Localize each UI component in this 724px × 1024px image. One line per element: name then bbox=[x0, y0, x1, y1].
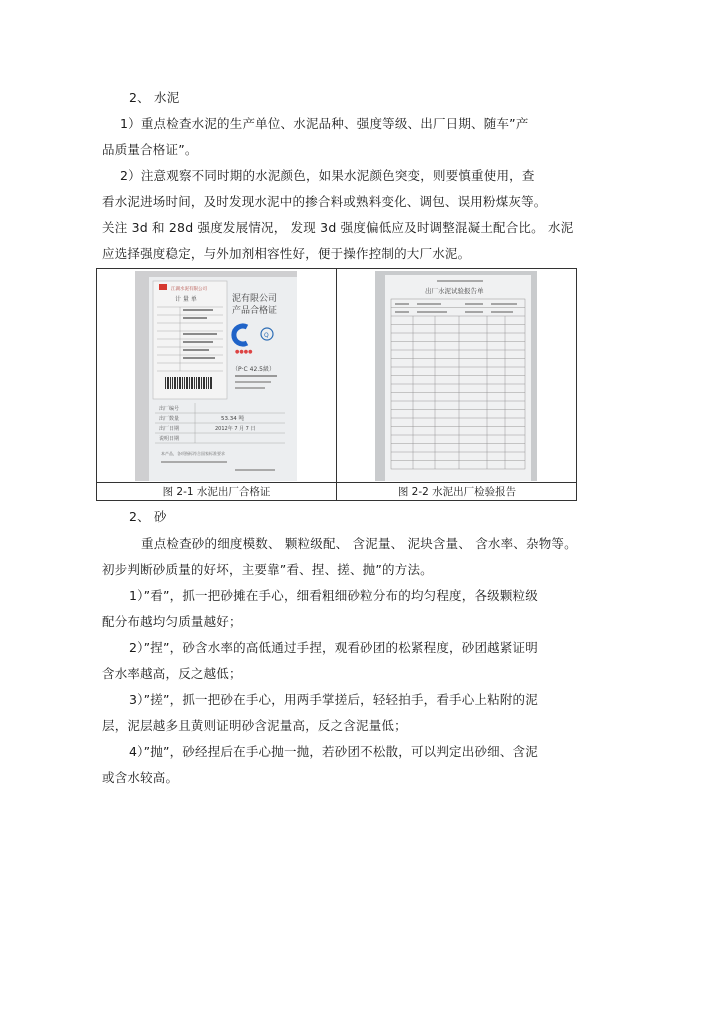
figure-1-caption: 图 2-1 水泥出厂合格证 bbox=[162, 486, 271, 498]
field-date-label: 出厂日期 bbox=[159, 426, 180, 432]
cement-item2-line2: 看水泥进场时间，及时发现水泥中的掺合料或熟料变化、调包、误用粉煤灰等。 bbox=[102, 194, 547, 209]
field-serial-label: 出厂编号 bbox=[159, 406, 180, 412]
field-note-label: 说明日期 bbox=[159, 436, 180, 442]
sand-method2-line1: 2）”捏”，砂含水率的高低通过手捏，观看砂团的松紧程度，砂团越紧证明 bbox=[129, 640, 538, 655]
cement-certificate-photo bbox=[135, 271, 297, 481]
field-quantity-value: 53.34 吨 bbox=[221, 416, 244, 422]
cement-item2-line4: 应选择强度稳定，与外加剂相容性好，便于操作控制的大厂水泥。 bbox=[102, 246, 471, 261]
sand-method3-line1: 3）”搓”，抓一把砂在手心，用两手掌搓后，轻轻拍手，看手心上粘附的泥 bbox=[129, 692, 538, 707]
sand-method2-line2: 含水率越高，反之越低； bbox=[102, 666, 242, 681]
figure-2-caption: 图 2-2 水泥出厂检验报告 bbox=[397, 486, 517, 498]
sand-method3-line2: 层，泥层越多且黄则证明砂含泥量高，反之含泥量低； bbox=[102, 718, 407, 733]
svg-text:●●●●: ●●●● bbox=[235, 349, 253, 355]
sand-method1-line2: 配分布越均匀质量越好； bbox=[102, 614, 242, 629]
sand-intro-line2: 初步判断砂质量的好坏，主要靠”看、捏、搓、抛”的方法。 bbox=[102, 562, 433, 577]
figure-table bbox=[96, 268, 577, 501]
certificate-title: 产品合格证 bbox=[232, 306, 278, 316]
sand-heading: 2、 砂 bbox=[129, 509, 167, 524]
cement-heading: 2、 水泥 bbox=[129, 90, 180, 105]
cement-item1-line1: 1）重点检查水泥的生产单位、水泥品种、强度等级、出厂日期、随车”产 bbox=[120, 116, 529, 131]
sand-method1-line1: 1）”看”，抓一把砂摊在手心，细看粗细砂粒分布的均匀程度，各级颗粒级 bbox=[129, 588, 538, 603]
cement-grade: （P·C 42.5級） bbox=[232, 366, 275, 373]
cement-item1-line2: 品质量合格证”。 bbox=[102, 142, 198, 157]
cement-item2-line1: 2）注意观察不同时期的水泥颜色，如果水泥颜色突变，则要慎重使用，查 bbox=[120, 168, 535, 183]
weigh-slip-title: 计 量 单 bbox=[175, 296, 197, 303]
sand-method4-line1: 4）”抛”，砂经捏后在手心抛一抛，若砂团不松散，可以判定出砂细、含泥 bbox=[129, 744, 538, 759]
field-quantity-label: 出厂数量 bbox=[159, 416, 180, 422]
sand-method4-line2: 或含水较高。 bbox=[102, 770, 179, 785]
svg-text:Q: Q bbox=[264, 332, 269, 339]
certificate-note: 本产品，各项指标符合国家标准要求 bbox=[161, 451, 225, 456]
certificate-company: 泥有限公司 bbox=[232, 294, 278, 304]
cement-item2-line3: 关注 3d 和 28d 强度发展情况， 发现 3d 强度偏低应及时调整混凝土配合比。 水泥 bbox=[102, 220, 574, 235]
cement-test-report-photo bbox=[375, 271, 537, 481]
field-date-value: 2012年 7 月 7 日 bbox=[215, 426, 256, 432]
report-title: 出厂水泥试验报告单 bbox=[425, 287, 484, 295]
svg-text:江湖水泥有限公司: 江湖水泥有限公司 bbox=[171, 287, 207, 292]
sand-intro-line1: 重点检查砂的细度模数、 颗粒级配、 含泥量、 泥块含量、 含水率、杂物等。 bbox=[141, 536, 577, 551]
figure-table-divider bbox=[336, 269, 337, 500]
